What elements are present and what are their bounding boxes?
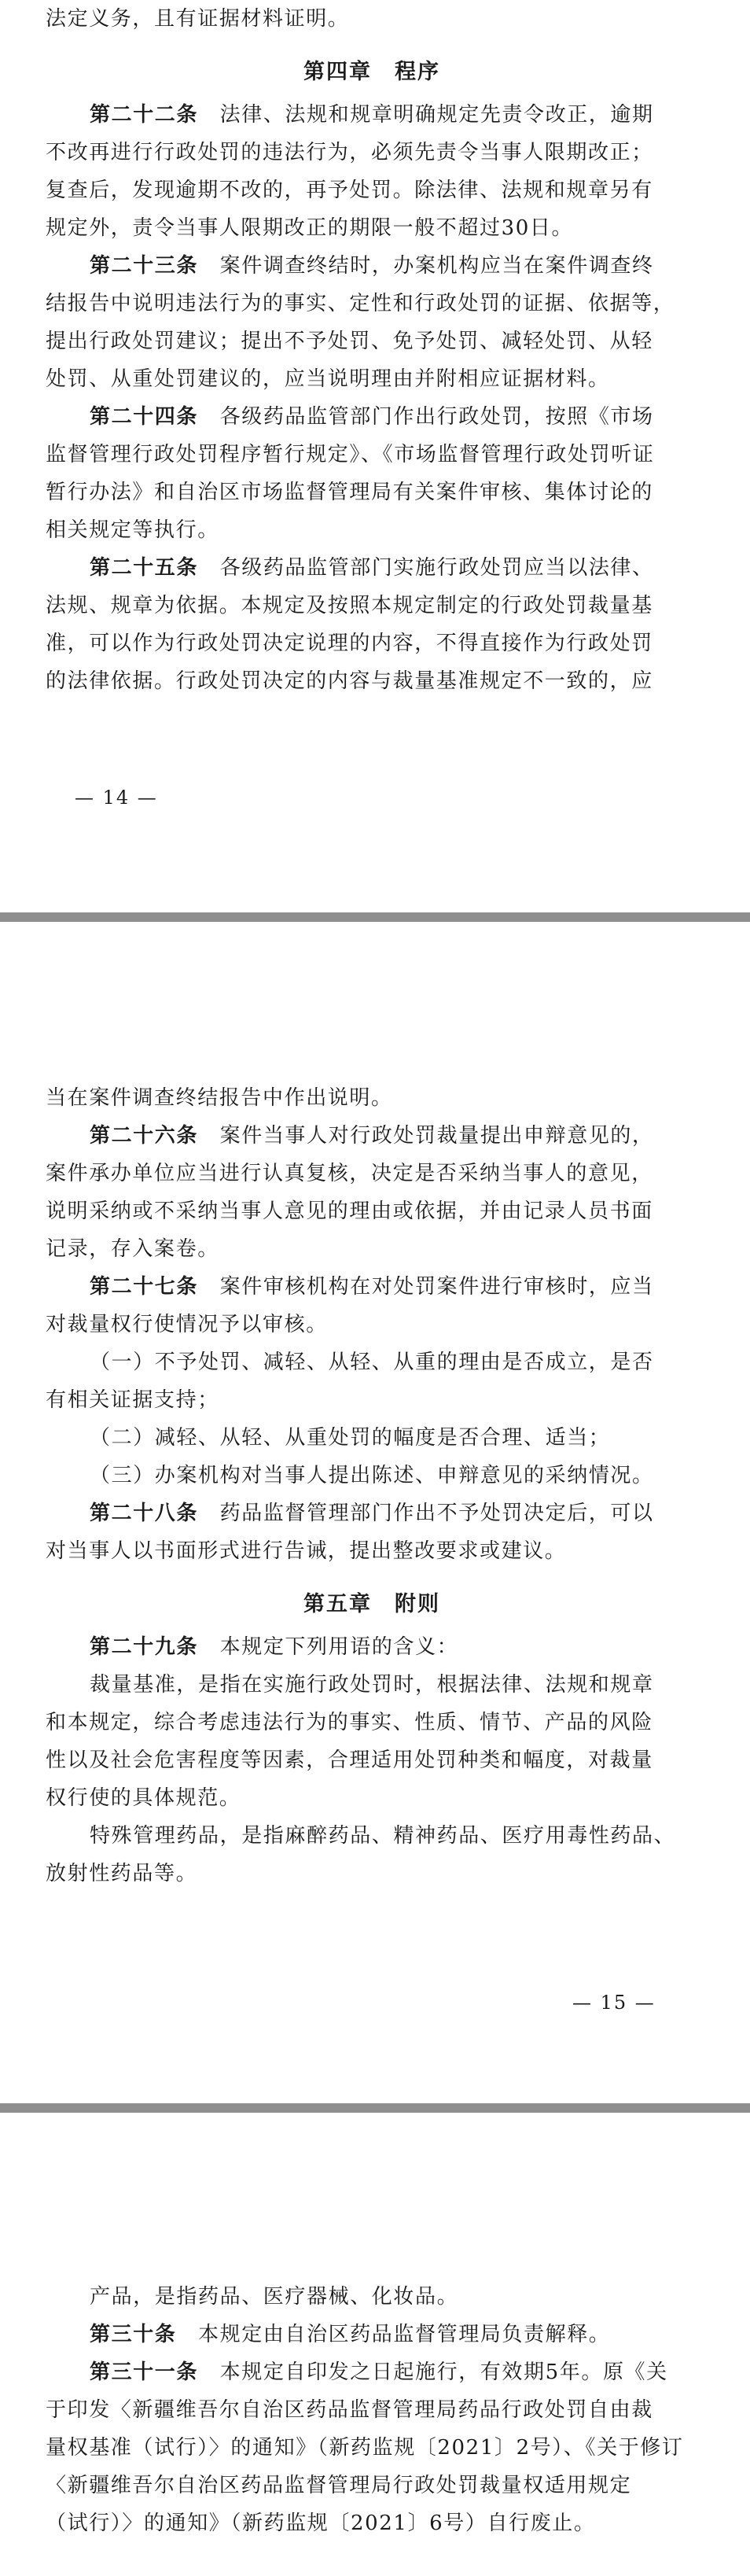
article-first-line [46,1268,698,1306]
line-text: 放射性药品等。 [46,1862,198,1885]
text-line [46,1741,698,1779]
text-line [46,134,698,171]
text-line [46,2391,698,2429]
line-text: 本规定由自治区药品监督管理局负责解释。 [176,2323,611,2346]
line-text: 法律、法规和规章明确规定先责令改正，逾期 [198,103,654,127]
article-number: 第二十四条 [90,405,199,429]
line-text: 提出行政处罚建议；提出不予处罚、免予处罚、减轻处罚、从轻 [46,330,653,353]
text-line [46,1855,698,1892]
line-text: （二）减轻、从轻、从重处罚的幅度是否合理、适当； [90,1426,611,1450]
line-text: 法规、规章为依据。本规定及按照本规定制定的行政处罚裁量基 [46,594,653,617]
line-text: 相关规定等执行。 [46,518,219,542]
text-line [46,1343,698,1381]
document-page-16 [0,2113,750,2576]
line-text: 量权基准（试行）〉的通知》（新药监规〔2021〕2号）、《关于修订 [46,2436,684,2460]
line-text: 对裁量权行使情况予以审核。 [46,1313,328,1336]
text-line [46,1230,698,1268]
text-line [46,2278,698,2316]
page-15-text [46,1079,698,1892]
line-text: 〈新疆维吾尔自治区药品监督管理局行政处罚裁量权适用规定 [46,2474,632,2497]
line-text: 特殊管理药品，是指麻醉药品、精神药品、医疗用毒性药品、 [90,1824,676,1848]
line-text: 规定外，责令当事人限期改正的期限一般不超过30日。 [46,216,574,240]
line-text: 于印发〈新疆维吾尔自治区药品监督管理局药品行政处罚自由裁 [46,2398,653,2422]
line-text: 对当事人以书面形式进行告诫，提出整改要求或建议。 [46,1539,567,1563]
article-first-line [46,549,698,587]
text-line [46,662,698,700]
page-separator-2 [0,2103,750,2113]
line-text: （试行）〉的通知》（新药监规〔2021〕6号）自行废止。 [46,2512,596,2535]
article-number: 第二十六条 [90,1124,199,1148]
text-line [46,1306,698,1343]
text-line [46,1532,698,1570]
text-line [46,1817,698,1855]
article-number: 第二十七条 [90,1275,199,1299]
line-text: 的法律依据。行政处罚决定的内容与裁量基准规定不一致的，应 [46,669,653,693]
text-line [46,1779,698,1817]
text-line [46,1381,698,1419]
text-line [46,474,698,511]
line-text: 权行使的具体规范。 [46,1786,241,1810]
line-text: 案件承办单位应当进行认真复核，决定是否采纳当事人的意见， [46,1162,653,1185]
line-text: 裁量基准，是指在实施行政处罚时，根据法律、法规和规章 [90,1673,654,1697]
text-line [46,285,698,322]
text-line [46,1704,698,1741]
line-text: 各级药品监管部门作出行政处罚，按照《市场 [198,405,654,429]
line-text: 法定义务，且有证据材料证明。 [46,7,350,31]
text-line [46,2467,698,2504]
article-first-line [46,1494,698,1532]
text-line [46,511,698,549]
article-first-line [46,398,698,436]
text-line [46,1155,698,1192]
article-first-line [46,2316,698,2353]
page-14-text [46,0,698,700]
line-text: 各级药品监管部门实施行政处罚应当以法律、 [198,556,654,580]
chapter-heading: 第五章 附则 [303,1592,440,1616]
text-line [46,1079,698,1117]
line-text: 本规定自印发之日起施行，有效期5年。原《关 [198,2360,668,2384]
line-text: 暂行办法》和自治区市场监督管理局有关案件审核、集体讨论的 [46,481,653,504]
line-text: 案件调查终结时，办案机构应当在案件调查终 [198,254,654,278]
line-text: 案件审核机构在对处罚案件进行审核时，应当 [198,1275,654,1299]
article-number: 第二十五条 [90,556,199,580]
page-number-14: — 14 — [75,787,158,809]
line-text: 监督管理行政处罚程序暂行规定》、《市场监督管理行政处罚听证 [46,443,655,466]
document-page-15 [0,922,750,2103]
line-text: 药品监督管理部门作出不予处罚决定后，可以 [198,1502,654,1525]
line-text: 产品，是指药品、医疗器械、化妆品。 [90,2285,459,2309]
text-line [46,1457,698,1494]
article-first-line [46,1117,698,1155]
text-line [46,2429,698,2467]
page-16-text [46,2278,698,2542]
line-text: 说明采纳或不采纳当事人意见的理由或依据，并由记录人员书面 [46,1200,653,1223]
line-text: 不改再进行行政处罚的违法行为，必须先责令当事人限期改正； [46,141,653,164]
line-text: 处罚、从重处罚建议的，应当说明理由并附相应证据材料。 [46,367,610,391]
article-number: 第三十一条 [90,2360,199,2384]
line-text: 当在案件调查终结报告中作出说明。 [46,1086,393,1110]
text-line [46,322,698,360]
text-line [46,209,698,247]
line-text: 记录，存入案卷。 [46,1237,219,1261]
article-number: 第二十九条 [90,1635,199,1659]
page-separator-1 [0,912,750,922]
line-text: 本规定下列用语的含义： [198,1635,459,1659]
line-text: （三）办案机构对当事人提出陈述、申辩意见的采纳情况。 [90,1464,654,1487]
line-text: 准，可以作为行政处罚决定说理的内容，不得直接作为行政处罚 [46,632,653,655]
article-first-line [46,2353,698,2391]
line-text: 结报告中说明违法行为的事实、定性和行政处罚的证据、依据等， [46,292,675,315]
line-text: 复查后，发现逾期不改的，再予处罚。除法律、法规和规章另有 [46,179,653,202]
article-number: 第二十三条 [90,254,199,278]
line-text: 案件当事人对行政处罚裁量提出申辩意见的， [198,1124,654,1148]
article-first-line [46,1628,698,1666]
text-line [46,436,698,474]
text-line [46,171,698,209]
text-line [46,587,698,625]
article-number: 第三十条 [90,2323,177,2346]
text-line [46,625,698,662]
article-first-line [46,247,698,285]
text-line [46,1419,698,1457]
text-line [46,2504,698,2542]
article-number: 第二十八条 [90,1502,199,1525]
chapter-heading: 第四章 程序 [303,60,440,84]
line-text: （一）不予处罚、减轻、从轻、从重的理由是否成立，是否 [90,1351,654,1374]
document-page-14 [0,0,750,912]
text-line [46,0,698,38]
line-text: 有相关证据支持； [46,1388,219,1412]
text-line [46,1192,698,1230]
text-line [46,360,698,398]
line-text: 性以及社会危害程度等因素，合理适用处罚种类和幅度，对裁量 [46,1749,653,1772]
page-number-15: — 15 — [572,1992,656,2014]
text-line [46,1666,698,1704]
line-text: 和本规定，综合考虑违法行为的事实、性质、情节、产品的风险 [46,1711,653,1734]
article-first-line [46,96,698,134]
article-number: 第二十二条 [90,103,199,127]
